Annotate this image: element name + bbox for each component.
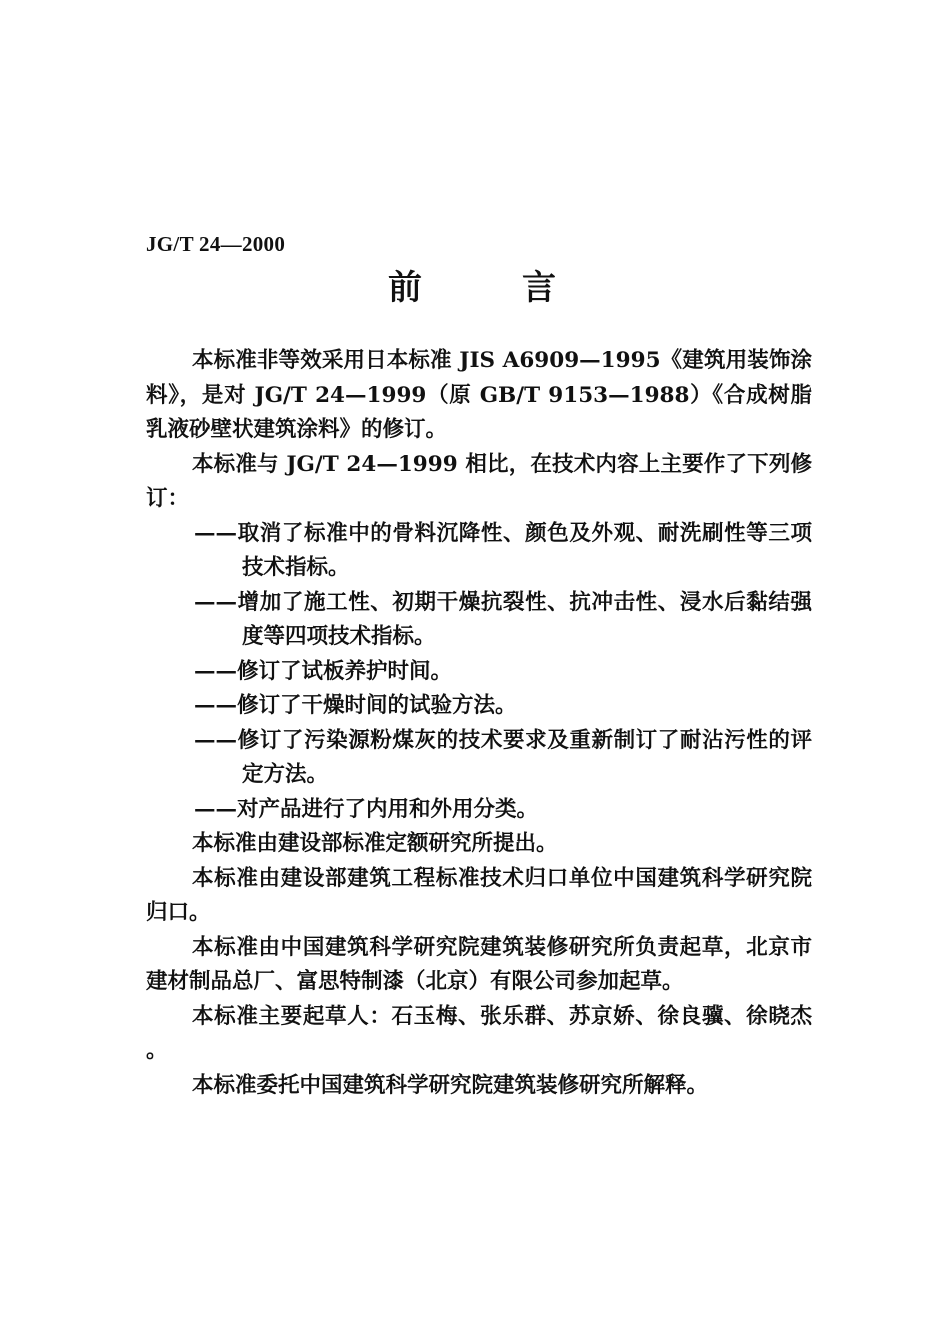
paragraph-proposer: 本标准由建设部标准定额研究所提出。 [192,831,558,856]
paragraph-centralized-unit: 本标准由建设部建筑工程标准技术归口单位中国建筑科学研究院归口。 [146,865,812,925]
paragraph-adoption: 本标准非等效采用日本标准 JIS A6909—1995《建筑用装饰涂料》，是对 JG/T 24—1999（原 GB/T 9153—1988）《合成树脂乳液砂壁状建筑涂料》的修订。 [146,348,812,442]
paragraph-drafters: 本标准主要起草人：石玉梅、张乐群、苏京娇、徐良骥、徐晓杰。 [146,1003,812,1063]
title-char-yan: 言 [522,268,556,308]
revision-item: ——修订了干燥时间的试验方法。 [194,693,517,718]
paragraph-comparison: 本标准与 JG/T 24—1999 相比，在技术内容上主要作了下列修订： [146,451,812,511]
paragraph-drafting-organizations: 本标准由中国建筑科学研究院建筑装修研究所负责起草，北京市建材制品总厂、富思特制漆（北京）有限公司参加起草。 [146,934,812,994]
revision-item: ——增加了施工性、初期干燥抗裂性、抗冲击性、浸水后黏结强度等四项技术指标。 [194,589,812,649]
revision-item: ——修订了试板养护时间。 [194,658,453,684]
revision-item: ——取消了标准中的骨料沉降性、颜色及外观、耐洗刷性等三项技术指标。 [194,520,812,580]
foreword-body [146,344,812,1103]
paragraph-interpretation: 本标准委托中国建筑科学研究院建筑装修研究所解释。 [192,1072,709,1098]
standard-code: JG/T 24—2000 [146,232,286,256]
page-title [380,268,580,308]
revision-item: ——对产品进行了内用和外用分类。 [194,796,539,822]
revision-item: ——修订了污染源粉煤灰的技术要求及重新制订了耐沾污性的评定方法。 [194,727,812,787]
title-char-qian: 前 [388,268,422,308]
